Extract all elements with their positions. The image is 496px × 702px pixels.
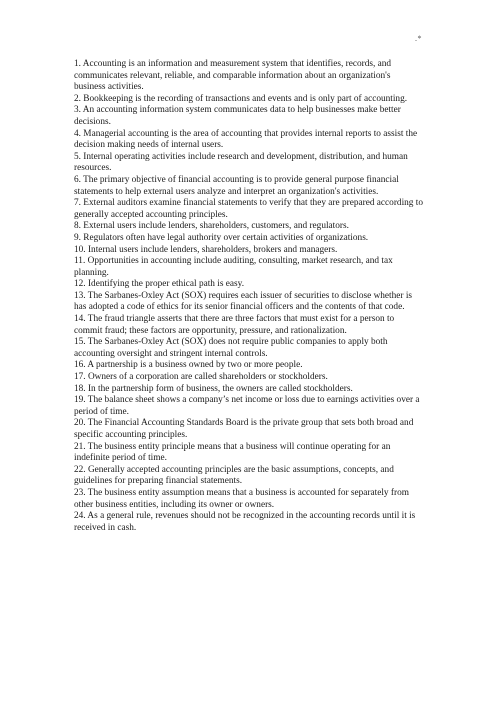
statement-item: 4. Managerial accounting is the area of accounting that provides internal reports to assist the decision making needs of internal users. bbox=[74, 128, 418, 151]
statement-item: 3. An accounting information system communicates data to help businesses make better decisions. bbox=[74, 105, 401, 127]
statement-item: 8. External users include lenders, shareholders, customers, and regulators. bbox=[74, 221, 349, 232]
statement-item: 18. In the partnership form of business, the owners are called stockholders. bbox=[74, 383, 353, 394]
statement-item: 9. Regulators often have legal authority over certain activities of organizations. bbox=[74, 232, 369, 243]
statement-item: 2. Bookkeeping is the recording of transactions and events and is only part of accounting. bbox=[74, 93, 408, 104]
statement-list bbox=[74, 59, 424, 534]
header-mark: .* bbox=[415, 34, 422, 43]
statement-item: 23. The business entity assumption means that a business is accounted for separately from other business entities, including its owner or owners. bbox=[74, 487, 409, 510]
statement-item: 7. External auditors examine financial statements to verify that they are prepared according to generally accepted accounting principles. bbox=[74, 198, 424, 220]
statement-item: 11. Opportunities in accounting include auditing, consulting, market research, and tax planning. bbox=[74, 256, 393, 278]
statement-item: 5. Internal operating activities include research and development, distribution, and human resources. bbox=[74, 151, 408, 174]
statement-item: 22. Generally accepted accounting principles are the basic assumptions, concepts, and guidelines for preparing financial statements. bbox=[74, 464, 394, 487]
statement-item: 19. The balance sheet shows a company’s net income or loss due to earnings activities over a period of time. bbox=[74, 395, 420, 417]
statement-item: 21. The business entity principle means that a business will continue operating for an indefinite period of time. bbox=[74, 441, 391, 464]
statement-item: 15. The Sarbanes-Oxley Act (SOX) does not require public companies to apply both accounting oversight and stringent internal controls. bbox=[74, 337, 388, 359]
statement-item: 17. Owners of a corporation are called shareholders or stockholders. bbox=[74, 372, 328, 383]
statement-item: 6. The primary objective of financial accounting is to provide general purpose financial statements to help external users analyze and interpret an organization's activities. bbox=[74, 174, 399, 197]
statement-item: 20. The Financial Accounting Standards Board is the private group that sets both broad and specific accounting principles. bbox=[74, 418, 414, 440]
statement-item: 16. A partnership is a business owned by two or more people. bbox=[74, 360, 303, 371]
statement-item: 14. The fraud triangle asserts that there are three factors that must exist for a person to commit fraud; these factors are opportunity, pressure, and rationalization. bbox=[74, 314, 395, 336]
statement-item: 13. The Sarbanes-Oxley Act (SOX) requires each issuer of securities to disclose whether is has adopted a code of ethics for its senior financial officers and the contents of that code. bbox=[74, 290, 413, 313]
statement-item: 10. Internal users include lenders, shareholders, brokers and managers. bbox=[74, 244, 338, 255]
statement-item: 24. As a general rule, revenues should not be recognized in the accounting records until it is received in cash. bbox=[74, 511, 416, 533]
statement-item: 1. Accounting is an information and measurement system that identifies, records, and communicates relevant, reliable, and comparable information about an organization's business activities. bbox=[74, 59, 392, 93]
statement-item: 12. Identifying the proper ethical path is easy. bbox=[74, 279, 245, 290]
